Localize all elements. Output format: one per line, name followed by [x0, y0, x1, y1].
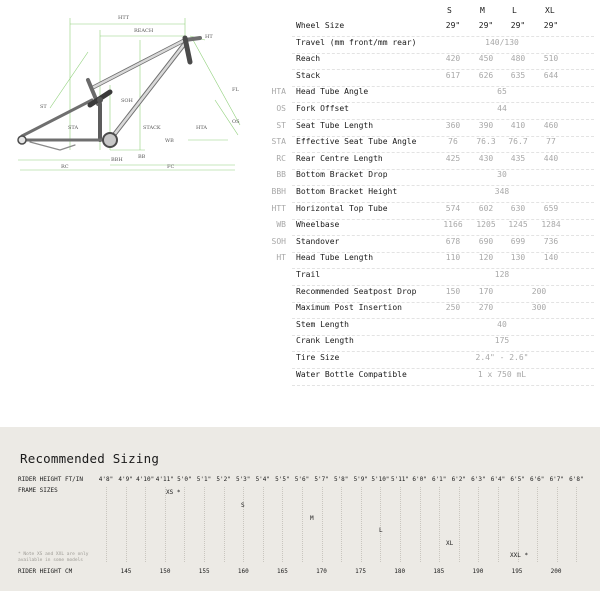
ft-tick: 5'2" [216, 476, 231, 483]
ft-tick: 4'10" [136, 476, 155, 483]
cm-tick: 155 [198, 568, 210, 575]
geometry-label: Maximum Post Insertion [296, 303, 402, 313]
geometry-label: Rear Centre Length [296, 153, 383, 163]
geometry-label: Head Tube Length [296, 253, 374, 263]
geometry-value: 678 [445, 236, 461, 246]
geometry-row [268, 154, 600, 170]
geometry-row [268, 121, 600, 137]
geometry-value: 460 [543, 120, 559, 130]
rider-height-cm-label: RIDER HEIGHT CM [18, 568, 73, 575]
grid-line [361, 487, 362, 562]
geometry-row [268, 87, 600, 103]
label-bbh: BBH [111, 157, 123, 163]
geometry-value: 425 [445, 153, 461, 163]
geometry-value: 140 [543, 253, 559, 263]
geometry-value: 200 [531, 286, 547, 296]
geometry-value: 736 [543, 236, 559, 246]
geometry-value: 450 [478, 54, 494, 64]
cm-tick: 195 [511, 568, 523, 575]
geometry-label: Reach [296, 54, 321, 64]
cm-tick: 165 [276, 568, 288, 575]
grid-line [282, 487, 283, 562]
grid-line [380, 487, 381, 562]
geometry-row [268, 303, 600, 319]
frame-size-label: L [379, 527, 383, 534]
geometry-abbr: BB [276, 170, 286, 180]
frame-size-label: XXL * [510, 552, 529, 559]
ft-tick: 4'11" [155, 476, 174, 483]
row-separator [292, 385, 594, 386]
ft-tick: 6'1" [431, 476, 447, 483]
geometry-label: Water Bottle Compatible [296, 369, 407, 379]
ft-tick: 6'5" [510, 476, 525, 483]
geometry-value: 128 [494, 270, 510, 279]
geometry-label: Recommended Seatpost Drop [296, 286, 417, 296]
geometry-abbr: WB [276, 220, 286, 230]
ft-tick: 5'10" [371, 476, 390, 483]
geometry-value: 120 [478, 253, 494, 263]
geometry-value: 440 [543, 153, 559, 163]
geometry-row [268, 170, 600, 186]
ft-tick: 5'4" [255, 476, 271, 483]
geometry-value: 574 [445, 203, 461, 213]
cm-tick: 150 [159, 568, 171, 575]
geometry-value: 1205 [476, 220, 496, 230]
label-wb: WB [165, 138, 174, 144]
grid-line [576, 487, 577, 562]
label-sta: STA [68, 125, 79, 131]
geometry-value: 140/130 [485, 37, 519, 47]
geometry-value: 390 [478, 120, 494, 130]
geometry-label: Crank Length [296, 336, 354, 346]
ft-tick: 5'7" [314, 476, 329, 483]
frame-size-label: XS * [166, 489, 181, 496]
geometry-label: Stack [296, 70, 321, 80]
geometry-value: 602 [478, 203, 494, 213]
geometry-value: 1166 [443, 220, 463, 230]
geometry-row [268, 38, 600, 54]
sizing-title: Recommended Sizing [20, 451, 160, 466]
grid-line [302, 487, 303, 562]
geometry-value: 44 [497, 104, 507, 113]
label-bb: BB [138, 154, 146, 160]
label-st: ST [40, 104, 47, 110]
size-header-l: L [512, 6, 517, 15]
geometry-abbr: OS [276, 104, 286, 113]
geometry-value: 30 [497, 170, 507, 180]
grid-line [537, 487, 538, 562]
geometry-abbr: HTT [271, 203, 286, 213]
grid-line [518, 487, 519, 562]
ft-tick: 6'6" [529, 476, 545, 483]
geometry-value: 635 [510, 70, 526, 80]
ft-tick: 6'0" [412, 476, 427, 483]
geometry-row [268, 137, 600, 153]
grid-line [126, 487, 127, 562]
geometry-value: 348 [494, 187, 510, 196]
geometry-value: 150 [445, 286, 461, 296]
cm-tick: 185 [433, 568, 445, 575]
label-fl: FL [232, 87, 239, 93]
ft-tick: 5'1" [196, 476, 212, 483]
geometry-row [268, 370, 600, 386]
ft-tick: 6'3" [471, 476, 486, 483]
geometry-value: 1 x 750 mL [477, 369, 527, 379]
geometry-label: Tire Size [296, 353, 340, 362]
geometry-row [268, 204, 600, 220]
geometry-value: 480 [510, 54, 526, 64]
geometry-value: 644 [543, 70, 559, 80]
geometry-label: Head Tube Angle [296, 87, 369, 97]
grid-line [322, 487, 323, 562]
geometry-value: 40 [497, 319, 507, 329]
geometry-label: Standover [296, 236, 340, 246]
geometry-value: 29" [445, 21, 461, 30]
geometry-row [268, 237, 600, 253]
geometry-value: 360 [445, 120, 461, 130]
geometry-label: Travel (mm front/mm rear) [296, 37, 417, 47]
geometry-value: 76 [448, 137, 458, 147]
frame-size-label: M [310, 515, 314, 522]
geometry-row [268, 54, 600, 70]
geometry-row [268, 21, 600, 37]
geometry-value: 430 [478, 153, 494, 163]
grid-line [341, 487, 342, 562]
geometry-abbr: SOH [271, 236, 286, 246]
grid-line [439, 487, 440, 562]
grid-line [184, 487, 185, 562]
geometry-value: 1284 [541, 220, 561, 230]
grid-line [243, 487, 244, 562]
geometry-row [268, 71, 600, 87]
cm-tick: 190 [472, 568, 484, 575]
size-header-xl: XL [545, 6, 555, 15]
geometry-value: 65 [497, 87, 507, 97]
ft-tick: 5'6" [294, 476, 310, 483]
ft-tick: 6'2" [451, 476, 467, 483]
geometry-value: 175 [494, 336, 510, 346]
grid-line [145, 487, 146, 562]
geometry-label: Horizontal Top Tube [296, 203, 388, 213]
grid-line [165, 487, 166, 562]
geometry-row [268, 220, 600, 236]
geometry-label: Trail [296, 270, 321, 279]
geometry-abbr: BBH [271, 187, 286, 196]
label-rc: RC [61, 164, 69, 170]
geometry-label: Bottom Bracket Drop [296, 170, 388, 180]
ft-tick: 4'8" [98, 476, 114, 483]
geometry-value: 699 [510, 236, 526, 246]
geometry-value: 29" [543, 21, 559, 30]
geometry-row [268, 187, 600, 203]
geometry-value: 2.4" - 2.6" [475, 353, 529, 362]
geometry-value: 659 [543, 203, 559, 213]
ft-tick: 5'5" [275, 476, 290, 483]
geometry-value: 420 [445, 54, 461, 64]
grid-line [400, 487, 401, 562]
geometry-value: 170 [478, 286, 494, 296]
geometry-value: 77 [546, 137, 556, 147]
geometry-value: 435 [510, 153, 526, 163]
geometry-abbr: HTA [271, 87, 286, 97]
geometry-label: Wheel Size [296, 21, 345, 30]
grid-line [204, 487, 205, 562]
geometry-label: Seat Tube Length [296, 120, 374, 130]
geometry-value: 1245 [508, 220, 528, 230]
grid-line [459, 487, 460, 562]
geometry-abbr: STA [271, 137, 286, 147]
geometry-label: Stem Length [296, 319, 349, 329]
geometry-value: 76.7 [508, 137, 528, 147]
geometry-row [268, 104, 600, 120]
geometry-row [268, 270, 600, 286]
cm-tick: 180 [394, 568, 406, 575]
geometry-abbr: RC [276, 153, 286, 163]
size-header-s: S [447, 6, 452, 15]
label-reach: REACH [134, 28, 154, 34]
geometry-row [268, 353, 600, 369]
geometry-label: Effective Seat Tube Angle [296, 137, 417, 147]
label-os: OS [232, 119, 240, 125]
geometry-value: 630 [510, 203, 526, 213]
cm-tick: 145 [120, 568, 132, 575]
rider-height-ft-label: RIDER HEIGHT FT/IN [18, 476, 84, 483]
geometry-abbr: ST [276, 120, 286, 130]
label-soh: SOH [121, 98, 133, 104]
ft-tick: 5'0" [177, 476, 192, 483]
geometry-value: 76.3 [476, 137, 496, 147]
grid-line [263, 487, 264, 562]
geometry-row [268, 320, 600, 336]
ft-tick: 5'3" [235, 476, 251, 483]
geometry-row [268, 253, 600, 269]
cm-tick: 170 [316, 568, 327, 575]
grid-line [557, 487, 558, 562]
geometry-value: 300 [531, 303, 547, 313]
label-fc: FC [167, 164, 175, 170]
label-stack: STACK [143, 125, 161, 131]
sizing-note: * Note XS and XXL are only available in some models [18, 552, 89, 563]
geometry-row [268, 287, 600, 303]
geometry-value: 130 [510, 253, 526, 263]
geometry-label: Bottom Bracket Height [296, 187, 398, 196]
frame-sizes-label: FRAME SIZES [18, 487, 58, 494]
ft-tick: 6'8" [569, 476, 584, 483]
ft-tick: 5'11" [390, 476, 410, 483]
geometry-row [268, 336, 600, 352]
grid-line [106, 487, 107, 562]
cm-tick: 200 [550, 568, 562, 575]
ft-tick: 5'9" [353, 476, 369, 483]
cm-tick: 175 [355, 568, 367, 575]
geometry-value: 250 [445, 303, 461, 313]
grid-line [498, 487, 499, 562]
frame-size-label: S [241, 502, 245, 509]
geometry-value: 690 [478, 236, 494, 246]
label-hta: HTA [196, 125, 208, 131]
ft-tick: 6'7" [549, 476, 565, 483]
geometry-value: 110 [445, 253, 461, 263]
geometry-label: Wheelbase [296, 220, 340, 230]
ft-tick: 6'4" [490, 476, 506, 483]
ft-tick: 4'9" [118, 476, 133, 483]
grid-line [224, 487, 225, 562]
label-ht: HT [205, 34, 213, 40]
frame-size-label: XL [446, 540, 454, 547]
recommended-sizing-section [0, 427, 600, 591]
grid-line [478, 487, 479, 562]
geometry-value: 626 [478, 70, 494, 80]
cm-tick: 160 [237, 568, 249, 575]
grid-line [420, 487, 421, 562]
geometry-value: 510 [543, 54, 559, 64]
geometry-value: 410 [510, 120, 526, 130]
label-htt: HTT [118, 15, 130, 21]
ft-tick: 5'8" [333, 476, 349, 483]
geometry-value: 617 [445, 70, 461, 80]
geometry-value: 29" [478, 21, 494, 30]
geometry-abbr: HT [276, 253, 286, 263]
size-header-m: M [480, 6, 485, 15]
geometry-value: 29" [510, 21, 526, 30]
geometry-value: 270 [478, 303, 494, 313]
geometry-label: Fork Offset [296, 104, 349, 113]
